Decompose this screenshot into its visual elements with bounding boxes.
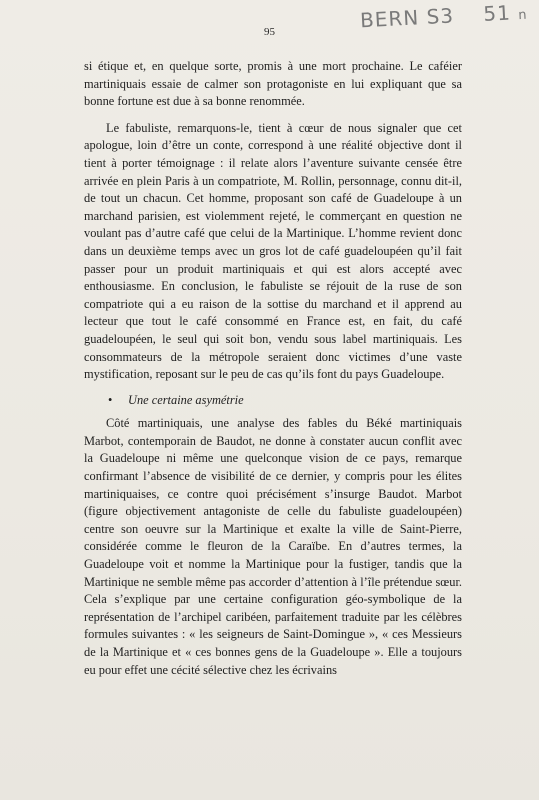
handwritten-folio: 51 [482, 0, 511, 26]
section-heading [84, 392, 462, 410]
paragraph-asymetrie: Côté martiniquais, une analyse des fables du Béké martiniquais Marbot, contemporain de Baudot, ne donne à constater aucun conflit avec la Guadeloupe ni même une quelconque vision de ce pays, remarque confirmant l’absence de visibilité de ce dernier, y compris pour les élites martiniquaises, ce contre quoi précisément s’insurge Baudot. Marbot (figure objectivement antagoniste de celle du fabuliste guadeloupéen) centre son oeuvre sur la Martinique et exalte la ville de Saint-Pierre, considérée comme le fleuron de la Caraïbe. En d’autres termes, la Guadeloupe voit et nomme la Martinique pour la fustiger, tandis que la Martinique ne semble même pas accorder d’attention à l’île prétendue sœur. Cela s’explique par une certaine configuration géo-symbolique de la représentation de l’archipel caribéen, parfaitement traduite par les célèbres formules suivantes : « les seigneurs de Saint-Domingue », « ces Messieurs de la Martinique et « ces bonnes gens de la Guadeloupe ». Elle a toujours eu pour effet une cécité sélective chez les écrivains [84, 416, 462, 677]
paragraph-gap [84, 111, 462, 120]
handwritten-note: BERN S3 [358, 3, 455, 33]
paragraph-fabuliste: Le fabuliste, remarquons-le, tient à cœur de nous signaler que cet apologue, loin d’être un conte, correspond à une réalité objective dont il tient à porter témoignage : il relate alors l’aventure suivante censée être arrivée en plein Paris à un compatriote, M. Rollin, personnage, connu dit-il, de tout un chacun. Cet homme, proposant son café de Guadeloupe à un marchand parisien, est violemment rejeté, le commerçant en question ne voulant pas d’autre café que celui de la Martinique. L’homme revient donc dans un deuxième temps avec un gros lot de café guadeloupéen qu’il fait passer pour un produit martiniquais et qui est alors accepté avec enthousiasme. En conclusion, le fabuliste se réjouit de la ruse de son compatriote qui a eu raison de la sottise du marchand et il apprend au lecteur que tout le café consommé en France est, en fait, du café guadeloupéen, le seul qui soit bon, vendu sous label martiniquais. Les consommateurs de la métropole seraient donc victimes d’une vaste mystification, reposant sur le peu de cas qu’ils font du pays Guadeloupe. [84, 120, 462, 382]
section-heading-title: Une certaine asymétrie [128, 392, 244, 407]
handwritten-suffix: n [517, 7, 528, 24]
body-text [84, 58, 462, 679]
paragraph-continuation: si étique et, en quelque sorte, promis à une mort prochaine. Le caféier martiniquais essaie de calmer son protagoniste en lui expliquant que sa bonne fortune est due à sa bonne renommée. [84, 59, 462, 109]
page-number: 95 [264, 26, 275, 38]
bullet-icon: • [108, 392, 113, 407]
